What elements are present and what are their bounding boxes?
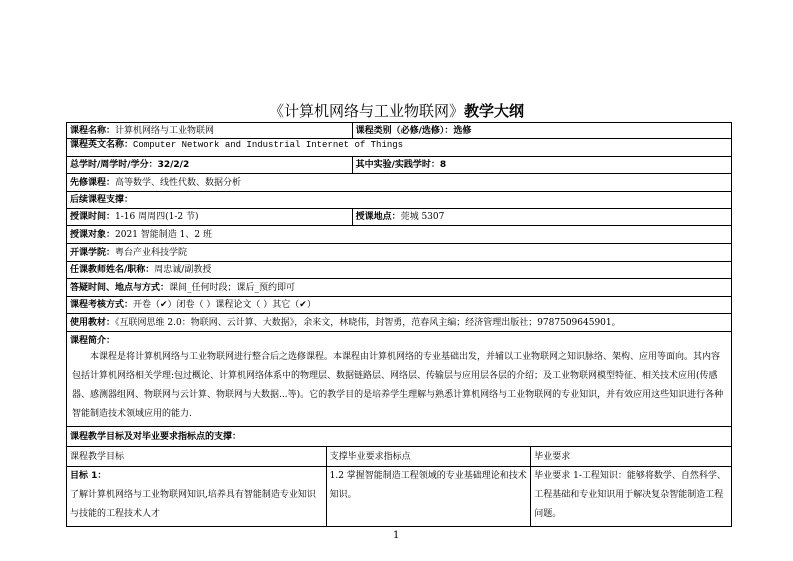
course-english-name: 课程英文名称：Computer Network and Industrial Internet of Things: [67, 139, 732, 157]
teacher: 任课教师姓名/职称：周忠诚/副教授: [67, 262, 732, 279]
target-students: 授课对象：2021 智能制造 1、2 班: [67, 226, 732, 244]
follow-up-courses: 后续课程支撑：: [67, 192, 732, 209]
goal-cell: 目标 1： 了解计算机网络与工业物联网知识,培养具有智能制造专业知识与技能的工程技术人才: [67, 467, 327, 527]
teaching-time: 授课时间：1-16 周周四(1-2 节): [67, 209, 353, 226]
col-header-point: 支撑毕业要求指标点: [326, 447, 531, 467]
exam-method: 课程考核方式：开卷（✔）闭卷（ ）课程论文（ ）其它（✔）: [67, 297, 732, 314]
objectives-heading: 课程教学目标及对毕业要求指标点的支撑：: [67, 427, 732, 447]
intro-text: 本课程是将计算机网络与工业物联网进行整合后之选修课程。本课程由计算机网络的专业基础出发，并辅以工业物联网之知识脉络、架构、应用等面向。其内容包括计算机网络相关学理:包过概论、计算机网络体系中的物理层、数据链路层、网络层、传输层与应用层各层的介绍；及工业物联网模型特征、相关技术应用(传感器、感测器组网、物联网与云计算、物联网与大数据...等)。它的教学目的是培养学生理解与熟悉计算机网络与工业物联网的专业知识，并有效应用这些知识进行各种智能制造技术领域应用的能力.: [72, 352, 724, 419]
syllabus-table: [66, 122, 732, 527]
document-title: 《计算机网络与工业物联网》教学大纲: [268, 102, 525, 120]
office-hours: 答疑时间、地点与方式：课间_任何时段；课后_预约即可: [67, 279, 732, 297]
hours: 总学时/周学时/学分：32/2/2: [67, 157, 353, 174]
course-name: 课程名称：计算机网络与工业物联网: [67, 123, 353, 139]
col-header-goal: 课程教学目标: [67, 447, 327, 467]
college: 开课学院：粤台产业科技学院: [67, 244, 732, 262]
course-type: 课程类别（必修/选修）：选修: [352, 123, 731, 139]
lab-hours: 其中实验/实践学时：8: [352, 157, 731, 174]
course-intro: 课程简介： 本课程是将计算机网络与工业物联网进行整合后之选修课程。本课程由计算机网络的专业基础出发，并辅以工业物联网之知识脉络、架构、应用等面向。其内容包括计算机网络相关学理:包过概论、计算机网络体系中的物理层、数据链路层、网络层、传输层与应用层各层的介绍；及工业物联网模型特征、相关技术应用(传感器、感测器组网、物联网与云计算、物联网与大数据...等)。它的教学目的是培养学生理解与熟悉计算机网络与工业物联网的专业知识，并有效应用这些知识进行各种智能制造技术领域应用的能力.: [67, 332, 732, 427]
requirement-cell: 毕业要求 1-工程知识：能够将数学、自然科学、工程基础和专业知识用于解决复杂智能制造工程问题。: [531, 467, 732, 527]
col-header-requirement: 毕业要求: [531, 447, 732, 467]
textbook: 使用教材：《互联网思维 2.0：物联网、云计算、大数据》，余来文，林晓伟，封智勇，范春风主编；经济管理出版社；9787509645901。: [67, 314, 732, 332]
point-cell: 1.2 掌握智能制造工程领域的专业基础理论和技术知识。: [326, 467, 531, 527]
prerequisites: 先修课程：高等数学、线性代数、数据分析: [67, 174, 732, 192]
teaching-place: 授课地点：莞城 5307: [352, 209, 731, 226]
page-number: 1: [393, 530, 400, 541]
